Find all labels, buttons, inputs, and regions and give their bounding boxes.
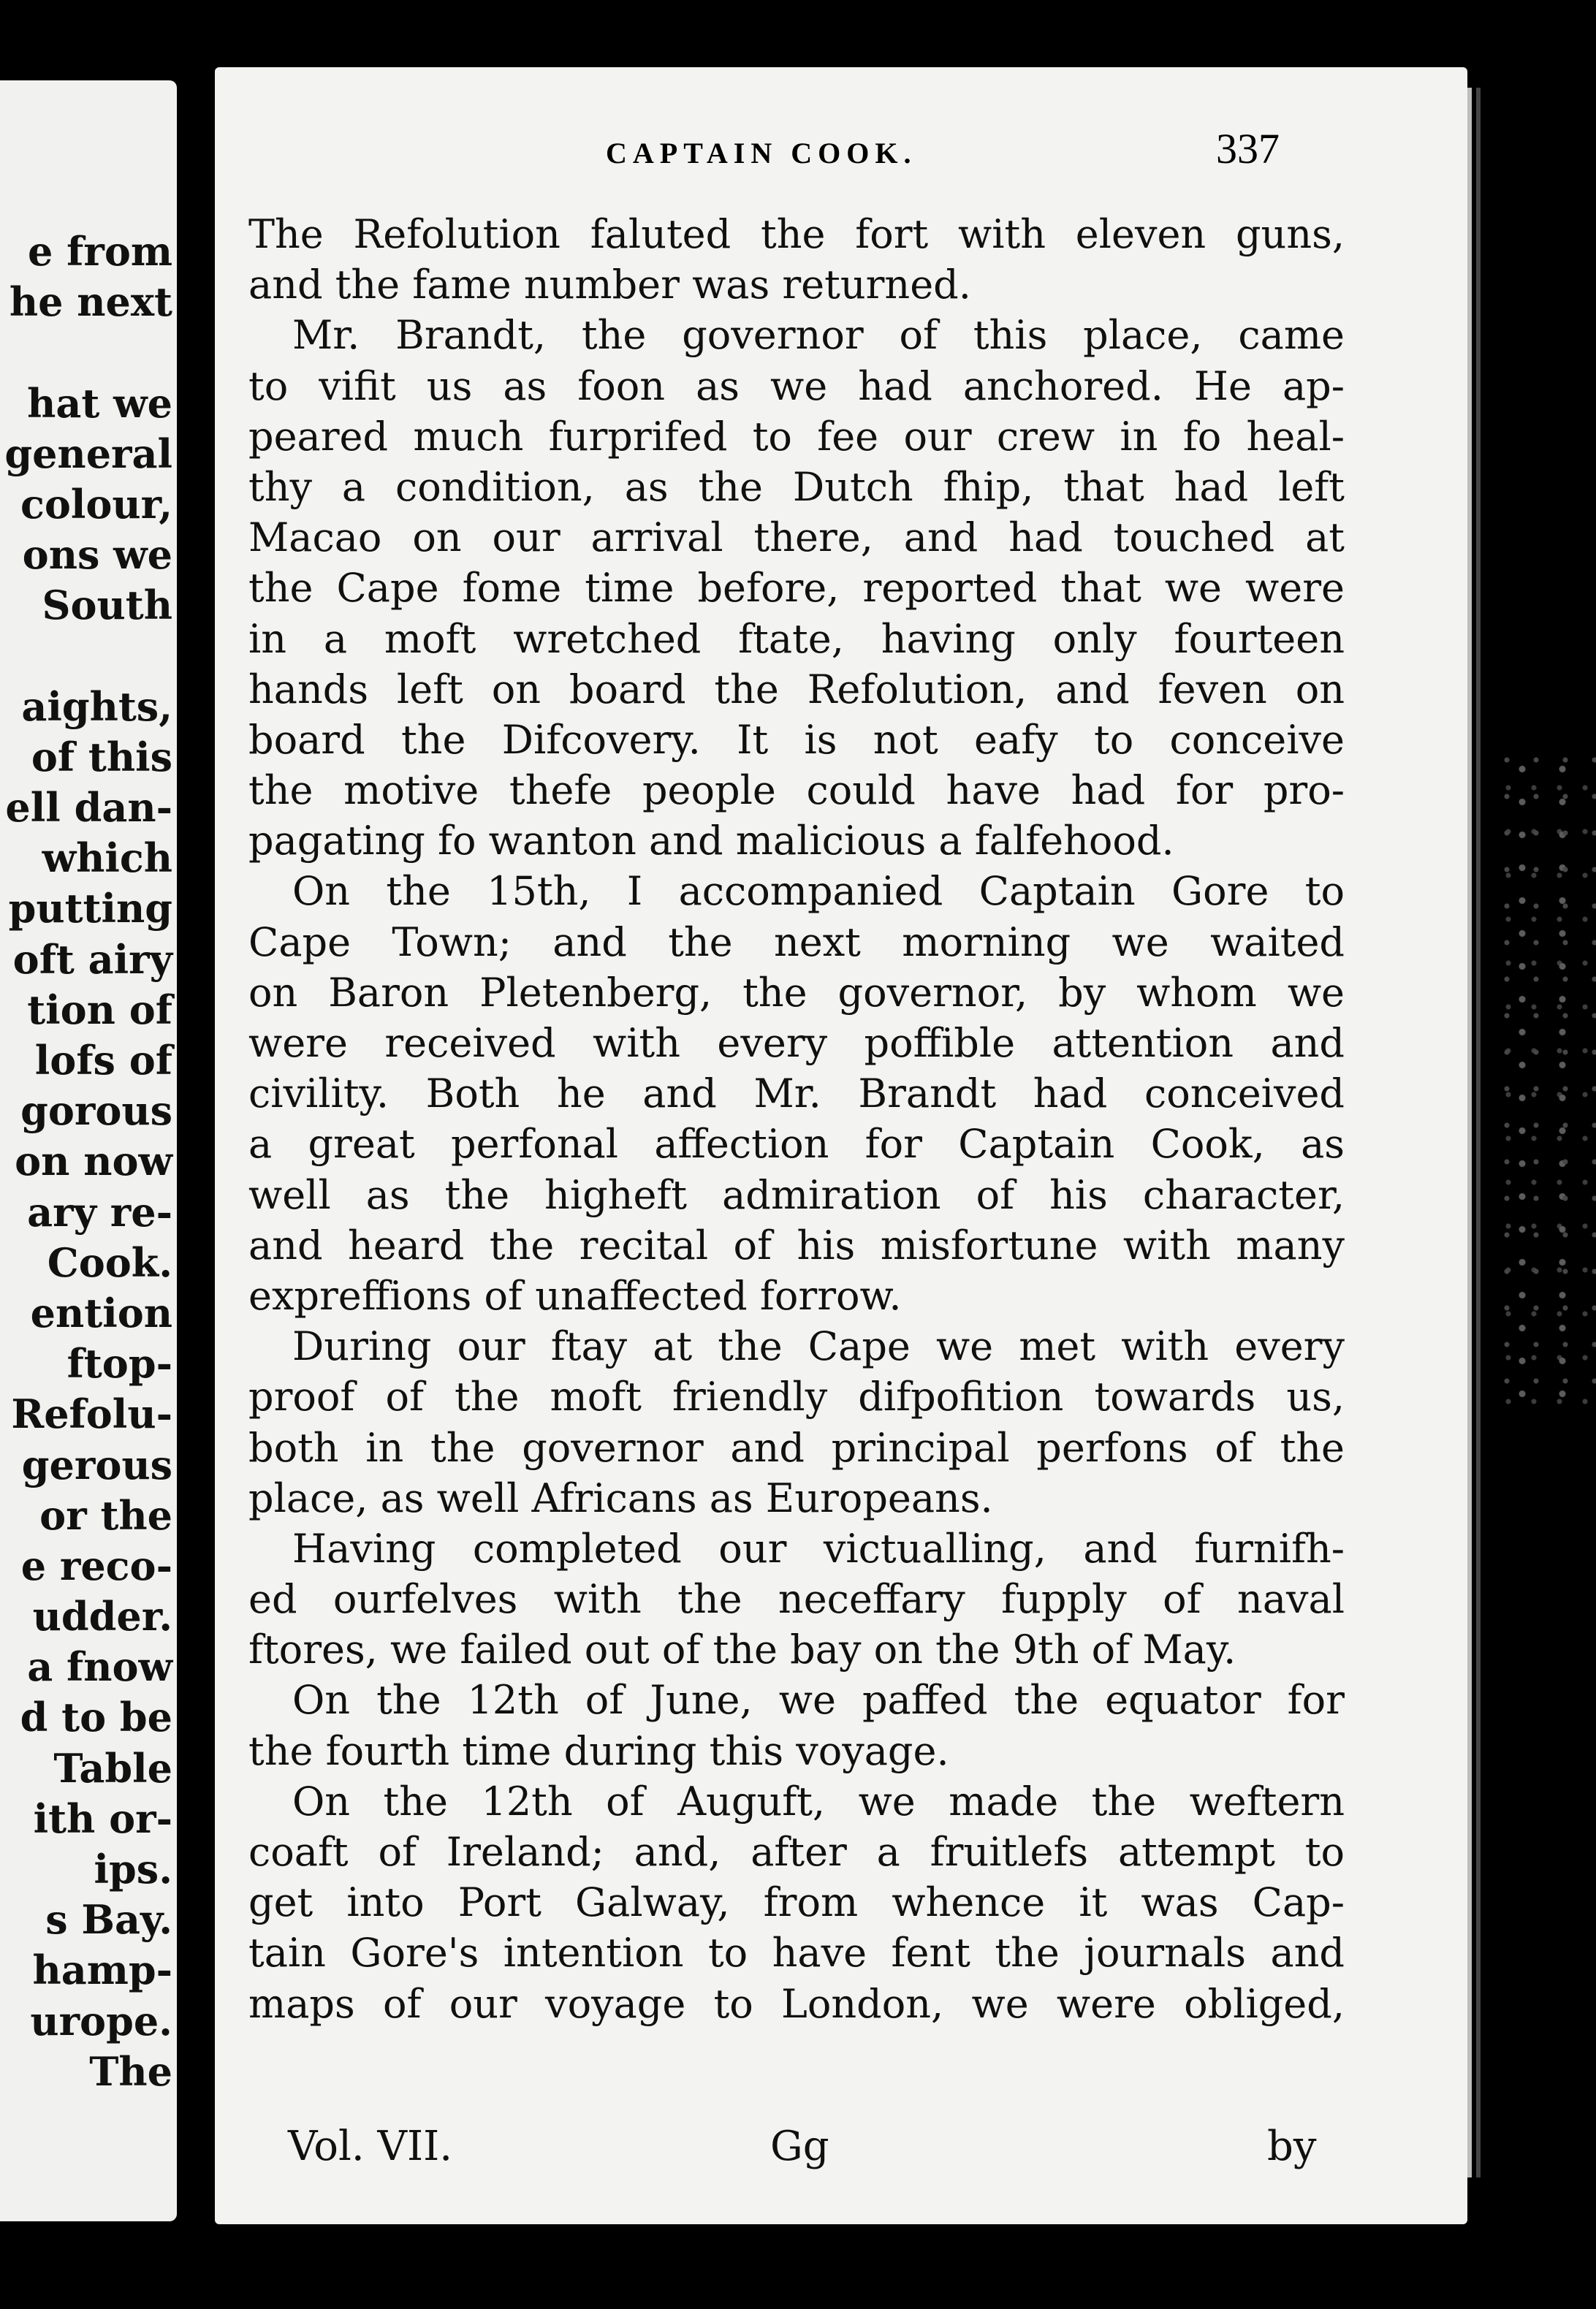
facing-line: ftop-	[66, 1340, 172, 1388]
text-line: pagating fo wanton and malicious a falfehood.	[248, 818, 1174, 864]
facing-line: he next	[9, 278, 172, 326]
facing-line: hamp-	[32, 1947, 172, 1994]
facing-line: oft airy	[12, 935, 172, 983]
text-line: place, as well Africans as Europeans.	[248, 1475, 993, 1521]
text-line: the motive thefe people could have had for pro-	[248, 767, 1345, 814]
text-line: the fourth time during this voyage.	[248, 1727, 949, 1774]
volume-label: Vol. VII.	[288, 2123, 453, 2170]
text-line: both in the governor and principal perfons of the	[248, 1424, 1345, 1471]
text-line: Having completed our victualling, and furnifh-	[292, 1525, 1345, 1572]
facing-line: hat we	[27, 379, 172, 427]
running-title: CAPTAIN COOK.	[606, 137, 917, 170]
facing-line: Cook.	[47, 1239, 172, 1286]
facing-line	[0, 327, 172, 378]
facing-line	[0, 631, 172, 682]
text-line: the Cape fome time before, reported that we were	[248, 565, 1345, 612]
text-line: were received with every poffible attention and	[248, 1020, 1345, 1066]
facing-line: ons we	[22, 531, 172, 579]
facing-line: of this	[31, 733, 172, 780]
text-line: expreffions of unaffected forrow.	[248, 1272, 902, 1319]
facing-line: aights,	[21, 682, 172, 730]
text-line: ftores, we failed out of the bay on the 9th of May.	[248, 1627, 1236, 1673]
text-line: maps of our voyage to London, we were obliged,	[248, 1980, 1345, 2027]
text-line: in a moft wretched ftate, having only fourteen	[248, 615, 1345, 662]
text-line: coaft of Ireland; and, after a fruitlefs attempt to	[248, 1829, 1345, 1875]
facing-line: which	[42, 834, 172, 882]
facing-line: or the	[39, 1491, 172, 1539]
facing-line: ith or-	[33, 1795, 172, 1842]
text-line: tain Gore's intention to have fent the journals and	[248, 1930, 1345, 1977]
text-line: on Baron Pletenberg, the governor, by whom we	[248, 969, 1345, 1016]
facing-line: gorous	[20, 1087, 172, 1135]
facing-line: The	[89, 2047, 172, 2095]
facing-line: general	[4, 430, 172, 477]
text-line: Mr. Brandt, the governor of this place, came	[292, 312, 1345, 359]
facing-line: tion of	[27, 986, 172, 1033]
facing-line: South	[42, 582, 172, 629]
text-line: board the Difcovery. It is not eafy to conceive	[248, 716, 1345, 763]
text-line: to vifit us as foon as we had anchored. He ap-	[248, 362, 1345, 409]
facing-line: d to be	[20, 1694, 172, 1741]
facing-page-text	[0, 227, 172, 2097]
facing-page-left	[0, 80, 177, 2221]
facing-line: Table	[53, 1744, 172, 1792]
facing-line: Refolu-	[11, 1391, 172, 1438]
text-line: a great perfonal affection for Captain Cook, as	[248, 1121, 1345, 1168]
page-number: 337	[1216, 125, 1280, 172]
text-line: During our ftay at the Cape we met with every	[292, 1323, 1345, 1370]
facing-line: on now	[15, 1138, 172, 1185]
facing-line: putting	[8, 885, 172, 932]
text-line: hands left on board the Refolution, and feven on	[248, 666, 1345, 712]
facing-line: s Bay.	[45, 1896, 172, 1944]
facing-line: a fnow	[27, 1643, 172, 1691]
scan-noise	[1498, 753, 1596, 1410]
body-text	[248, 209, 1345, 2029]
facing-line: udder.	[32, 1593, 172, 1640]
text-line: On the 15th, I accompanied Captain Gore to	[292, 868, 1345, 915]
facing-line: e reco-	[20, 1542, 172, 1589]
facing-line: ell dan-	[5, 784, 172, 832]
text-line: On the 12th of June, we paffed the equator for	[292, 1677, 1345, 1724]
signature-mark: Gg	[770, 2123, 829, 2170]
facing-line: ention	[30, 1289, 172, 1336]
text-line: proof of the moft friendly difpofition towards us,	[248, 1374, 1345, 1420]
text-line: peared much furprifed to fee our crew in fo heal-	[248, 413, 1345, 460]
facing-line: lofs of	[34, 1037, 172, 1084]
text-line: well as the higheft admiration of his character,	[248, 1171, 1345, 1218]
catchword: by	[1267, 2123, 1317, 2170]
text-line: civility. Both he and Mr. Brandt had conceived	[248, 1070, 1345, 1117]
text-line: Cape Town; and the next morning we waited	[248, 918, 1345, 965]
text-line: get into Port Galway, from whence it was Cap-	[248, 1879, 1345, 1926]
text-line: On the 12th of Auguft, we made the weftern	[292, 1778, 1345, 1825]
facing-line: e from	[28, 228, 172, 275]
facing-line: ips.	[94, 1846, 172, 1893]
text-line: thy a condition, as the Dutch fhip, that had left	[248, 463, 1345, 510]
page-edge	[1476, 88, 1481, 2177]
text-line: Macao on our arrival there, and had touched at	[248, 514, 1345, 561]
facing-line: colour,	[20, 480, 172, 528]
facing-line: urope.	[30, 1997, 172, 2044]
main-page	[215, 67, 1467, 2224]
text-line: ed ourfelves with the neceffary fupply of naval	[248, 1576, 1345, 1623]
text-line: and heard the recital of his misfortune with many	[248, 1222, 1345, 1268]
facing-line: gerous	[21, 1441, 172, 1488]
facing-line: ary re-	[27, 1188, 172, 1236]
text-line: The Refolution faluted the fort with eleven guns,	[248, 211, 1345, 257]
text-line: and the fame number was returned.	[248, 262, 971, 308]
